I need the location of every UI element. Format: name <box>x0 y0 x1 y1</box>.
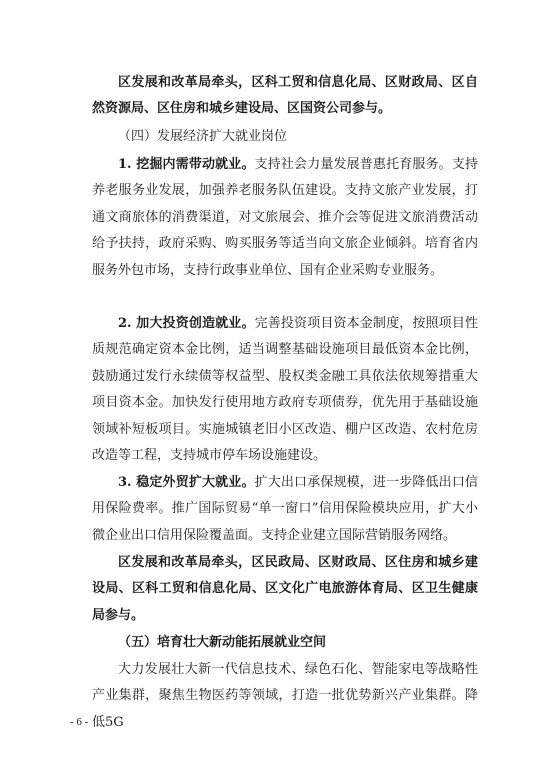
page-number: - 6 - <box>70 716 89 728</box>
paragraph-body: 支持社会力量发展普惠托育服务。支持养老服务业发展，加强养老服务队伍建设。支持文旅产业发展，打通文商旅体的消费渠道，对文旅展会、推介会等促进文旅消费活动给予扶持，政府采购、购买服务等适当向文旅企业倾斜。培育省内服务外包市场，支持行政事业单位、国有企业采购专业服务。 <box>92 157 478 278</box>
paragraph-lead-departments-2: 区发展和改革局牵头，区民政局、区财政局、区住房和城乡建设局、区科工贸和信息化局、区文化广电旅游体育局、区卫生健康局参与。 <box>92 555 478 623</box>
paragraph-lead-title: 2. 加大投资创造就业。 <box>118 316 255 331</box>
paragraph-body: 完善投资项目资本金制度，按照项目性质规范确定资本金比例，适当调整基础设施项目最低资本金比例，鼓励通过发行永续债等权益型、股权类金融工具依法依规筹措重大项目资本金。加快发行使用地方政府专项债券，优先用于基础设施领域补短板项目。实施城镇老旧小区改造、棚户区改造、农村危房改造等工程，支持城市停车场设施建设。 <box>92 316 478 464</box>
paragraph-lead-departments: 区发展和改革局牵头，区科工贸和信息化局、区财政局、区自然资源局、区住房和城乡建设局、区国资公司参与。 <box>92 75 478 117</box>
paragraph-domestic-demand <box>92 152 478 284</box>
section-heading-4: （四）发展经济扩大就业岗位 <box>118 129 288 144</box>
paragraph-new-momentum: 大力发展壮大新一代信息技术、绿色石化、智能家电等战略性产业集群，聚焦生物医药等领域，打造一批优势新兴产业集群。降低5G <box>92 662 478 730</box>
paragraph-foreign-trade <box>92 470 478 549</box>
paragraph-investment <box>92 311 478 469</box>
paragraph-body: 扩大出口承保规模，进一步降低出口信用保险费率。推广国际贸易“单一窗口”信用保险模块应用，扩大小微企业出口信用保险覆盖面。支持企业建立国际营销服务网络。 <box>92 475 478 543</box>
section-heading-5: （五）培育壮大新动能拓展就业空间 <box>118 635 327 650</box>
paragraph-lead-title: 1. 挖掘内需带动就业。 <box>118 157 255 172</box>
paragraph-lead-title: 3. 稳定外贸扩大就业。 <box>118 475 255 490</box>
